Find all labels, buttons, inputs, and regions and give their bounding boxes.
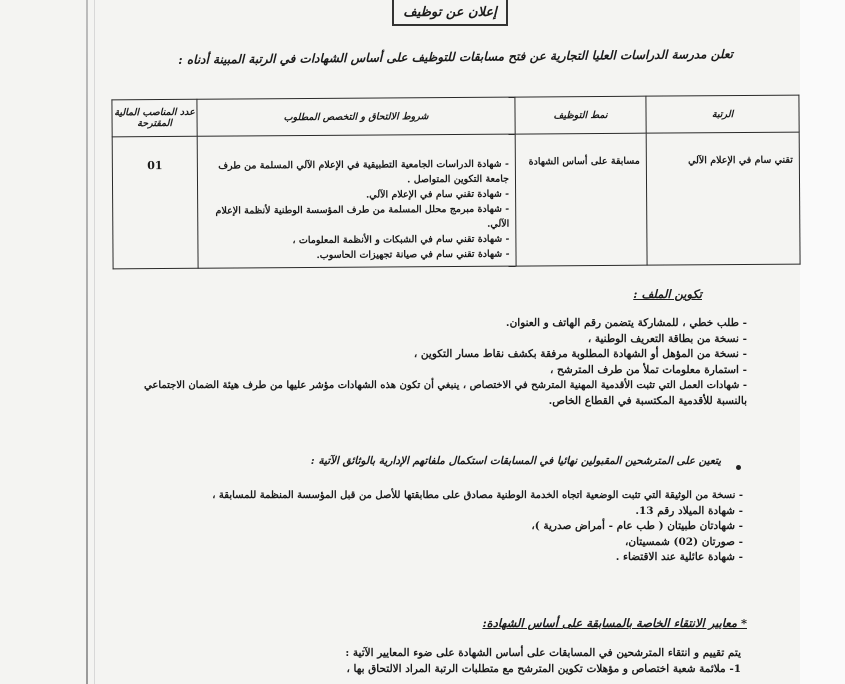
condition-item: - شهادة تقني سام في الشبكات و الأنظمة المعلومات ، [292, 233, 510, 247]
list-item: - نسخة من الوثيقة التي تثبت الوضعية اتجاه الخدمة الوطنية مصادق على مطابقتها للأصل من قبل المؤسسة المنظمة للمسابقة ، [212, 490, 743, 501]
list-item: - شهادة عائلية عند الاقتضاء . [615, 551, 743, 563]
bullet-icon [736, 465, 741, 470]
list-item: - نسخة من بطاقة التعريف الوطنية ، [587, 332, 747, 345]
file-items-list [137, 316, 747, 409]
paper-edge-shadow [94, 0, 95, 684]
cell-rank: تقني سام في الإعلام الآلي [646, 132, 800, 265]
accepted-section-heading: يتعين على المترشحين المقبولين نهائيا في المسابقات استكمال ملفاتهم الإدارية بالوثائق الآتية : [310, 455, 721, 467]
header-conditions: شروط الالتحاق و التخصص المطلوب [197, 97, 515, 136]
positions-table [111, 95, 800, 270]
page-margin-right [800, 0, 845, 684]
condition-item: - شهادة الدراسات الجامعية التطبيقية في الإعلام الآلي المسلمة من طرف جامعة التكوين المتواصل . [218, 158, 510, 186]
list-item: - صورتان (02) شمسيتان، [624, 535, 743, 548]
list-item: - طلب خطي ، للمشاركة يتضمن رقم الهاتف و العنوان. [505, 317, 747, 329]
header-count: عدد المناصب المالية المقترحة [112, 99, 197, 137]
accepted-items-list [103, 488, 743, 566]
condition-item: - شهادة مبرمج محلل المسلمة من طرف المؤسسة الوطنية لأنظمة الإعلام الآلي. [215, 203, 510, 230]
list-item: - شهادتان طبيتان ( طب عام - أمراض صدرية )، [531, 520, 743, 532]
condition-item: - شهادة تقني سام في الإعلام الآلي. [365, 188, 510, 201]
list-item: يتم تقييم و انتقاء المترشحين في المسابقات على أساس الشهادة على ضوء المعايير الآتية : [345, 647, 741, 659]
header-rank: الرتبة [646, 95, 799, 133]
condition-item: - شهادة تقني سام في صيانة تجهيزات الحاسوب. [316, 248, 510, 261]
list-item: بالنسبة للأقدمية المكتسبة في القطاع الخاص. [548, 394, 747, 407]
cell-conditions [197, 134, 516, 268]
paper-edge [86, 0, 88, 684]
criteria-items-list [101, 646, 741, 677]
table-header-row [112, 95, 799, 137]
list-item: - استمارة معلومات تملأ من طرف المترشح ، [550, 363, 747, 376]
intro-paragraph: تعلن مدرسة الدراسات العليا التجارية عن فتح مسابقات للتوظيف على أساس الشهادات في الرتبة المبينة أدناه : [178, 47, 734, 67]
list-item: - نسخة من المؤهل أو الشهادة المطلوبة مرفقة بكشف نقاط مسار التكوين ، [413, 348, 747, 360]
table-row [112, 132, 800, 269]
announcement-title: إعلان عن توظيف [392, 0, 508, 26]
file-section-heading: تكوين الملف : [633, 287, 702, 301]
header-mode: نمط التوظيف [515, 96, 646, 134]
list-item: - شهادات العمل التي تثبت الأقدمية المهنية المترشح في الاختصاص ، ينبغي أن تكون هذه الشهادات مؤشر عليها من طرف هيئة الضمان الاجتماعي [144, 380, 747, 391]
cell-count: 01 [112, 136, 198, 269]
cell-mode: مسابقة على أساس الشهادة [515, 133, 647, 266]
list-item: - شهادة الميلاد رقم 13. [635, 504, 743, 517]
criteria-section-heading: * معايير الانتقاء الخاصة بالمسابقة على أساس الشهادة: [482, 616, 747, 630]
list-item: 1- ملائمة شعبة اختصاص و مؤهلات تكوين المترشح مع متطلبات الرتبة المراد الالتحاق بها ، [346, 662, 741, 675]
